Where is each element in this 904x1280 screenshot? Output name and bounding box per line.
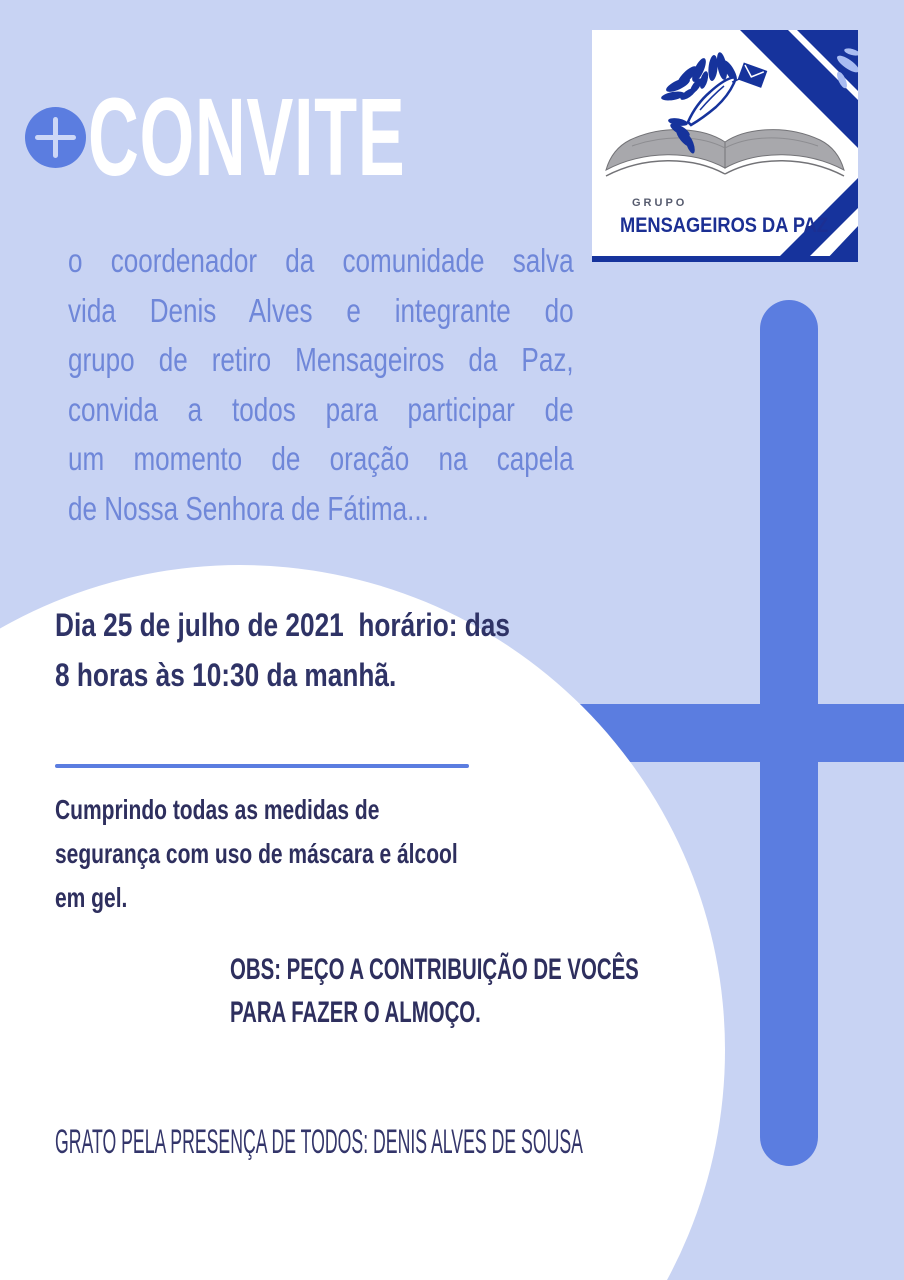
obs-text	[230, 948, 639, 1034]
invitation-line: o coordenador da comunidade salva	[68, 242, 574, 279]
logo-grupo-label: GRUPO	[632, 197, 688, 209]
safety-line: em gel.	[55, 882, 128, 913]
logo-card	[592, 30, 858, 262]
footer-text: GRATO PELA PRESENÇA DE TODOS: DENIS ALVES DE SOUSA	[55, 1123, 583, 1161]
schedule-text	[55, 600, 514, 700]
invitation-line: grupo de retiro Mensageiros da Paz,	[68, 341, 574, 378]
logo-graphic	[592, 30, 858, 262]
invitation-line: vida Denis Alves e integrante do	[68, 291, 574, 329]
logo-name: MENSAGEIROS DA PAZ	[620, 214, 829, 237]
plus-icon	[25, 107, 86, 168]
schedule-line: 8 horas às 10:30 da manhã.	[55, 657, 397, 693]
invitation-line: convida a todos para participar de	[68, 390, 574, 428]
page-title: CONVITE	[88, 76, 406, 199]
invitation-line: um momento de oração na capela	[68, 440, 574, 477]
obs-line: OBS: PEÇO A CONTRIBUIÇÃO DE VOCÊS	[230, 953, 639, 986]
obs-line: PARA FAZER O ALMOÇO.	[230, 996, 481, 1029]
schedule-line: Dia 25 de julho de 2021 horário: das	[55, 607, 510, 643]
safety-line: Cumprindo todas as medidas de	[55, 794, 380, 825]
invitation-text	[68, 236, 574, 533]
invitation-line: de Nossa Senhora de Fátima...	[68, 489, 429, 527]
open-book-icon	[606, 130, 844, 176]
safety-line: segurança com uso de máscara e álcool	[55, 838, 458, 869]
divider-line	[55, 764, 469, 768]
safety-text	[55, 788, 458, 920]
cross-vertical-bar	[760, 300, 818, 1166]
